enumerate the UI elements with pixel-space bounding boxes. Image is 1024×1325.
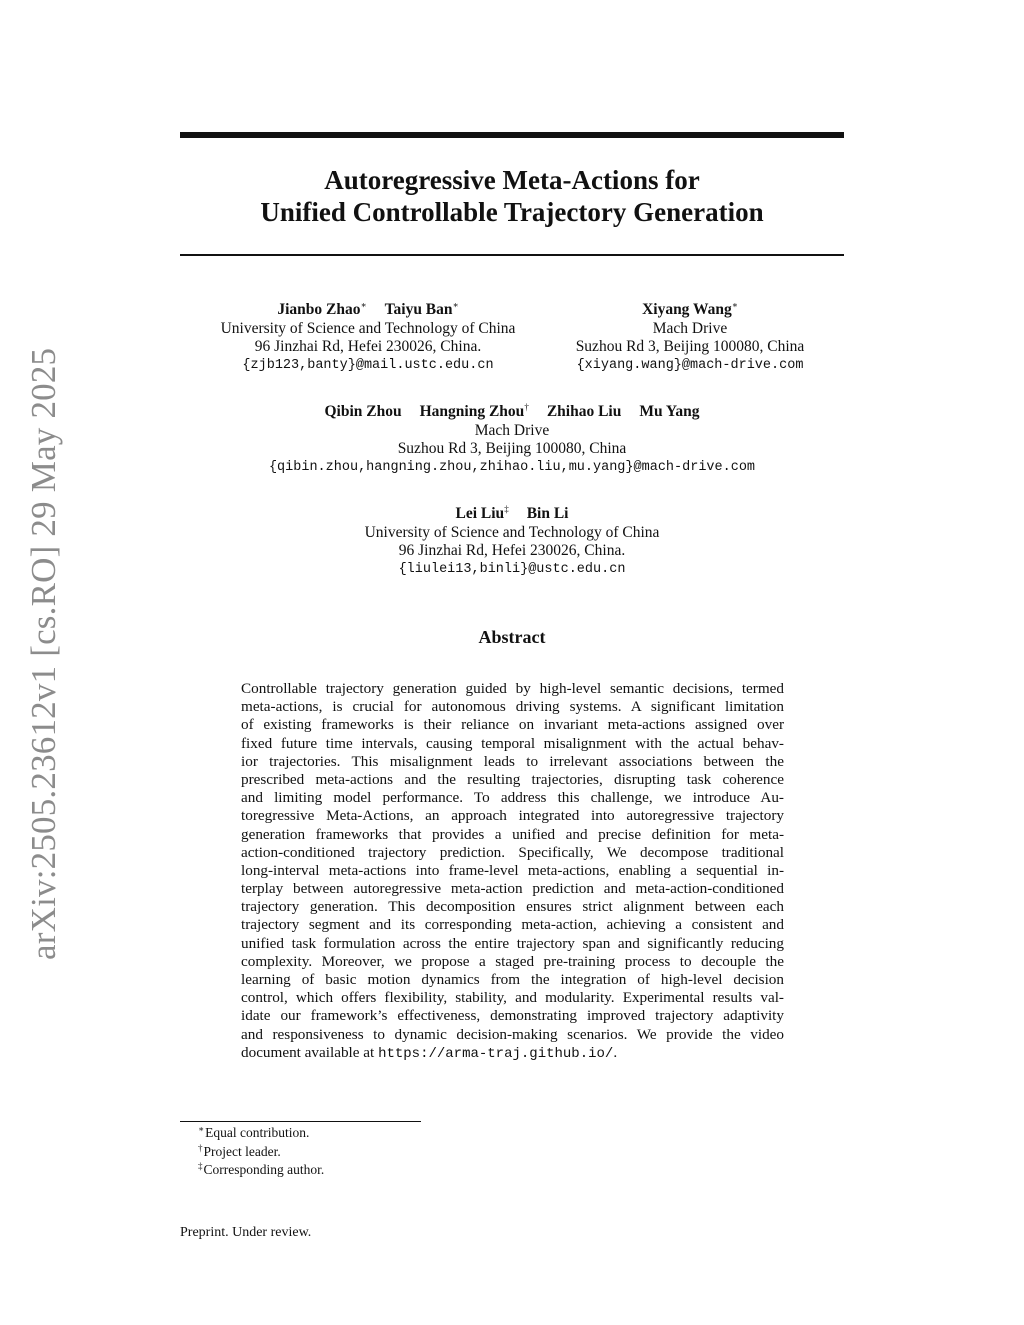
footnote-project-leader <box>198 1143 324 1162</box>
author-group-1 <box>200 301 536 375</box>
abstract-line: and responsiveness to dynamic decision-making scenarios. We provide the video <box>241 1025 784 1043</box>
author-names <box>200 301 536 320</box>
project-url-link[interactable]: https://arma-traj.github.io/ <box>378 1045 614 1062</box>
footnote-mark: ‡ <box>198 1161 203 1171</box>
title-top-rule <box>180 132 844 138</box>
title-line-2: Unified Controllable Trajectory Generation <box>260 197 764 227</box>
abstract-line: control, which offers flexibility, stability, and modularity. Experimental results val- <box>241 989 784 1007</box>
author-mark: ‡ <box>504 504 509 514</box>
abstract-line: trajectory segment and its corresponding meta-action, achieving a consistent and <box>241 916 784 934</box>
author-names <box>556 301 824 320</box>
title-bottom-rule <box>180 254 844 256</box>
abstract-line: action-conditioned trajectory prediction. Specifically, We decompose traditional <box>241 843 784 861</box>
author-address: 96 Jinzhai Rd, Hefei 230026, China. <box>398 542 626 559</box>
footnote-corresponding-author <box>198 1161 324 1180</box>
author-name: Jianbo Zhao <box>277 301 361 318</box>
author-mark: † <box>524 402 529 412</box>
author-address: Suzhou Rd 3, Beijing 100080, China <box>575 338 805 355</box>
author-group-2 <box>556 301 824 375</box>
author-name: Qibin Zhou <box>324 403 402 420</box>
arxiv-stamp: arXiv:2505.23612v1 [cs.RO] 29 May 2025 <box>24 347 63 960</box>
author-email: {zjb123,banty}@mail.ustc.edu.cn <box>242 357 494 373</box>
abstract-line: toregressive Meta-Actions, an approach integrated into autoregressive trajectory <box>241 807 784 825</box>
author-names <box>180 403 844 422</box>
abstract-heading: Abstract <box>478 627 546 647</box>
author-mark: ∗ <box>360 300 367 310</box>
author-mark: ∗ <box>731 300 738 310</box>
author-name: Bin Li <box>526 505 569 522</box>
author-affiliation: University of Science and Technology of China <box>364 523 660 541</box>
author-address: Suzhou Rd 3, Beijing 100080, China <box>397 440 627 457</box>
abstract-body <box>241 680 784 1062</box>
footnote-text: Project leader. <box>203 1143 281 1159</box>
abstract-line: of existing frameworks is their reliance on invariant meta-actions assigned over <box>241 716 784 734</box>
abstract-line: fixed future time intervals, causing temporal misalignment with the actual behav- <box>241 734 784 752</box>
abstract-line: terplay between autoregressive meta-action prediction and meta-action-conditioned <box>241 880 784 898</box>
author-email: {xiyang.wang}@mach-drive.com <box>576 357 804 373</box>
author-affiliation: University of Science and Technology of China <box>220 319 516 337</box>
abstract-line: Controllable trajectory generation guided by high-level semantic decisions, termed <box>241 680 784 697</box>
abstract-line: meta-actions, is crucial for autonomous driving systems. A significant limitation <box>241 698 784 716</box>
footnotes <box>198 1124 324 1180</box>
abstract-last-line-prefix: document available at <box>241 1043 379 1061</box>
abstract-line: trajectory generation. This decomposition ensures strict alignment between each <box>241 898 784 916</box>
footnote-text: Equal contribution. <box>205 1125 310 1140</box>
author-names <box>180 505 844 524</box>
abstract-line: ior trajectories. This misalignment leads to irrelevant associations between the <box>241 752 784 770</box>
author-affiliation: Mach Drive <box>474 421 550 439</box>
author-affiliation: Mach Drive <box>652 319 728 337</box>
author-email: {liulei13,binli}@ustc.edu.cn <box>398 561 626 577</box>
paper-title <box>180 164 844 228</box>
footnote-rule <box>180 1121 421 1122</box>
author-address: 96 Jinzhai Rd, Hefei 230026, China. <box>254 338 482 355</box>
author-group-3 <box>180 403 844 477</box>
footnote-mark: ∗ <box>198 1124 205 1134</box>
abstract-line: learning of basic motion dynamics from the integration of high-level decision <box>241 971 784 988</box>
author-email: {qibin.zhou,hangning.zhou,zhihao.liu,mu.yang}@mach-drive.com <box>268 459 756 475</box>
abstract-line: idate our framework’s effectiveness, demonstrating improved trajectory adaptivity <box>241 1007 784 1025</box>
author-mark: ∗ <box>452 300 459 310</box>
preprint-notice: Preprint. Under review. <box>180 1225 312 1240</box>
abstract-line: complexity. Moreover, we propose a staged pre-training process to decouple the <box>241 952 784 970</box>
author-name: Hangning Zhou <box>419 403 525 420</box>
author-name: Lei Liu <box>455 505 505 522</box>
abstract-line: prescribed meta-actions and the resulting trajectories, disrupting task coherence <box>241 770 784 788</box>
author-group-4 <box>180 505 844 579</box>
abstract-last-line-suffix: . <box>613 1043 618 1061</box>
abstract-last-line <box>241 1044 784 1062</box>
footnote-text: Corresponding author. <box>203 1162 325 1177</box>
footnote-mark: † <box>198 1142 203 1153</box>
title-line-1: Autoregressive Meta-Actions for <box>324 165 700 195</box>
abstract-line: generation frameworks that provides a unified and precise definition for meta- <box>241 825 784 843</box>
author-name: Taiyu Ban <box>384 301 453 318</box>
abstract-line: unified task formulation across the entire trajectory span and significantly reducing <box>241 934 784 952</box>
author-name: Xiyang Wang <box>642 301 732 318</box>
author-name: Zhihao Liu <box>546 403 622 420</box>
author-name: Mu Yang <box>639 403 700 420</box>
abstract-line: long-interval meta-actions into frame-level meta-actions, enabling a sequential in- <box>241 861 784 879</box>
footnote-equal-contribution <box>198 1124 324 1143</box>
abstract-line: and limiting model performance. To address this challenge, we introduce Au- <box>241 789 784 807</box>
